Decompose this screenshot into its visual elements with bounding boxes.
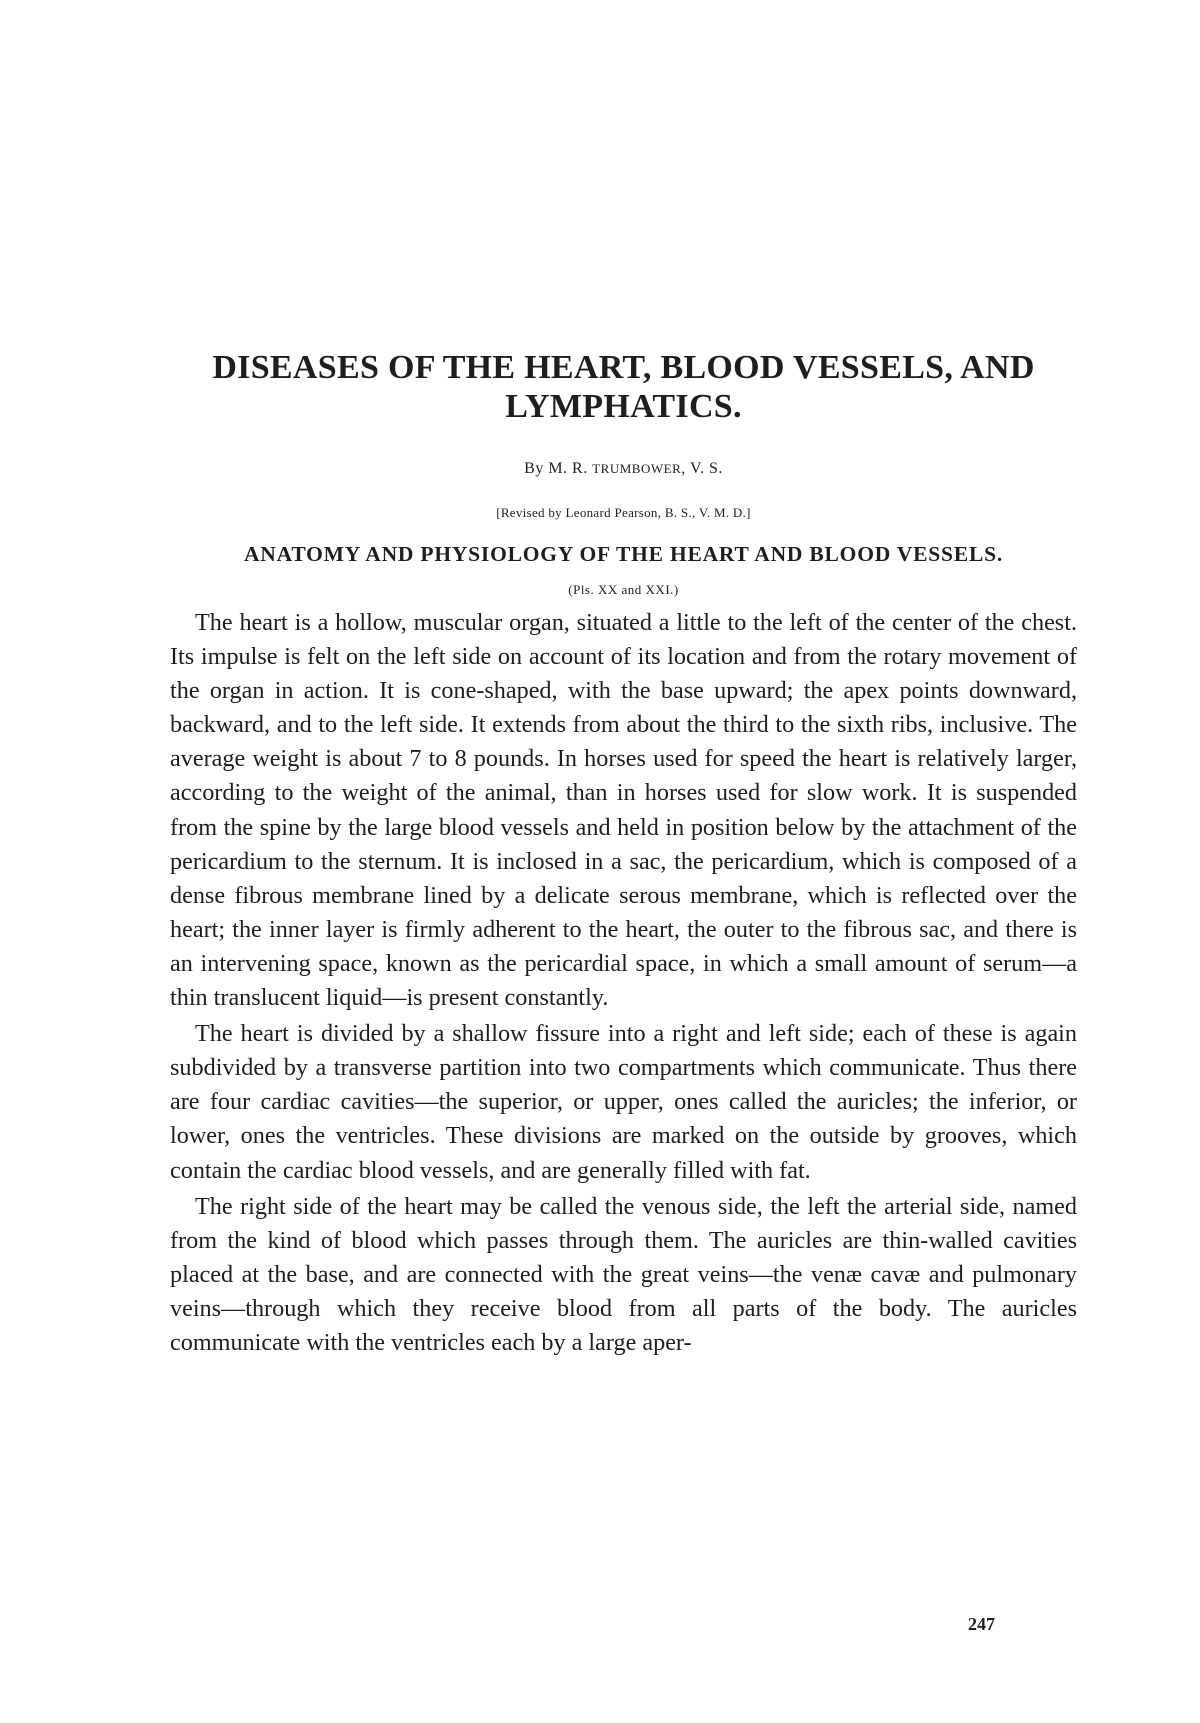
page-number: 247 — [968, 1614, 995, 1634]
paragraph: The heart is a hollow, muscular organ, situated a little to the left of the center of the chest. Its impulse is felt on the left side on account of its location and from the rotary movement of the organ in action. It is cone-shaped, with the base upward; the apex points downward, backward, and to the left side. It extends from about the third to the sixth ribs, inclusive. The average weight is about 7 to 8 pounds. In horses used for speed the heart is relatively larger, according to the weight of the animal, than in horses used for slow work. It is suspended from the spine by the large blood vessels and held in position below by the attachment of the pericardium to the sternum. It is inclosed in a sac, the pericardium, which is composed of a dense fibrous membrane lined by a delicate serous membrane, which is reflected over the heart; the inner layer is firmly adherent to the heart, the outer to the fibrous sac, and there is an intervening space, known as the pericardial space, in which a small amount of serum—a thin translucent liquid—is present constantly. — [170, 609, 1077, 1012]
plates-reference: (Pls. XX and XXI.) — [568, 582, 679, 597]
page-content — [170, 348, 1077, 1360]
body-text — [170, 606, 1077, 1360]
article-title: DISEASES OF THE HEART, BLOOD VESSELS, AND LYMPHATICS. — [212, 349, 1035, 425]
paragraph: The right side of the heart may be called the venous side, the left the arterial side, named from the kind of blood which passes through them. The auricles are thin-walled cavities placed at the base, and are connected with the great veins—the venæ cavæ and pulmonary veins—through which they receive blood from all parts of the body. The auricles communicate with the ventricles each by a large aper- — [170, 1192, 1077, 1356]
byline — [170, 460, 1077, 478]
revised-note: [Revised by Leonard Pearson, B. S., V. M. D.] — [496, 505, 751, 520]
section-heading: ANATOMY AND PHYSIOLOGY OF THE HEART AND BLOOD VESSELS. — [243, 542, 1004, 566]
byline-prefix: By M. R. — [524, 460, 588, 477]
byline-author: TRUMBOWER — [592, 461, 682, 476]
byline-suffix: , V. S. — [681, 460, 723, 477]
paragraph: The heart is divided by a shallow fissure into a right and left side; each of these is again subdivided by a transverse partition into two compartments which communicate. Thus there are four cardiac cavities—the superior, or upper, ones called the auricles; the inferior, or lower, ones the ventricles. These divisions are marked on the outside by grooves, which contain the cardiac blood vessels, and are generally filled with fat. — [170, 1020, 1077, 1184]
